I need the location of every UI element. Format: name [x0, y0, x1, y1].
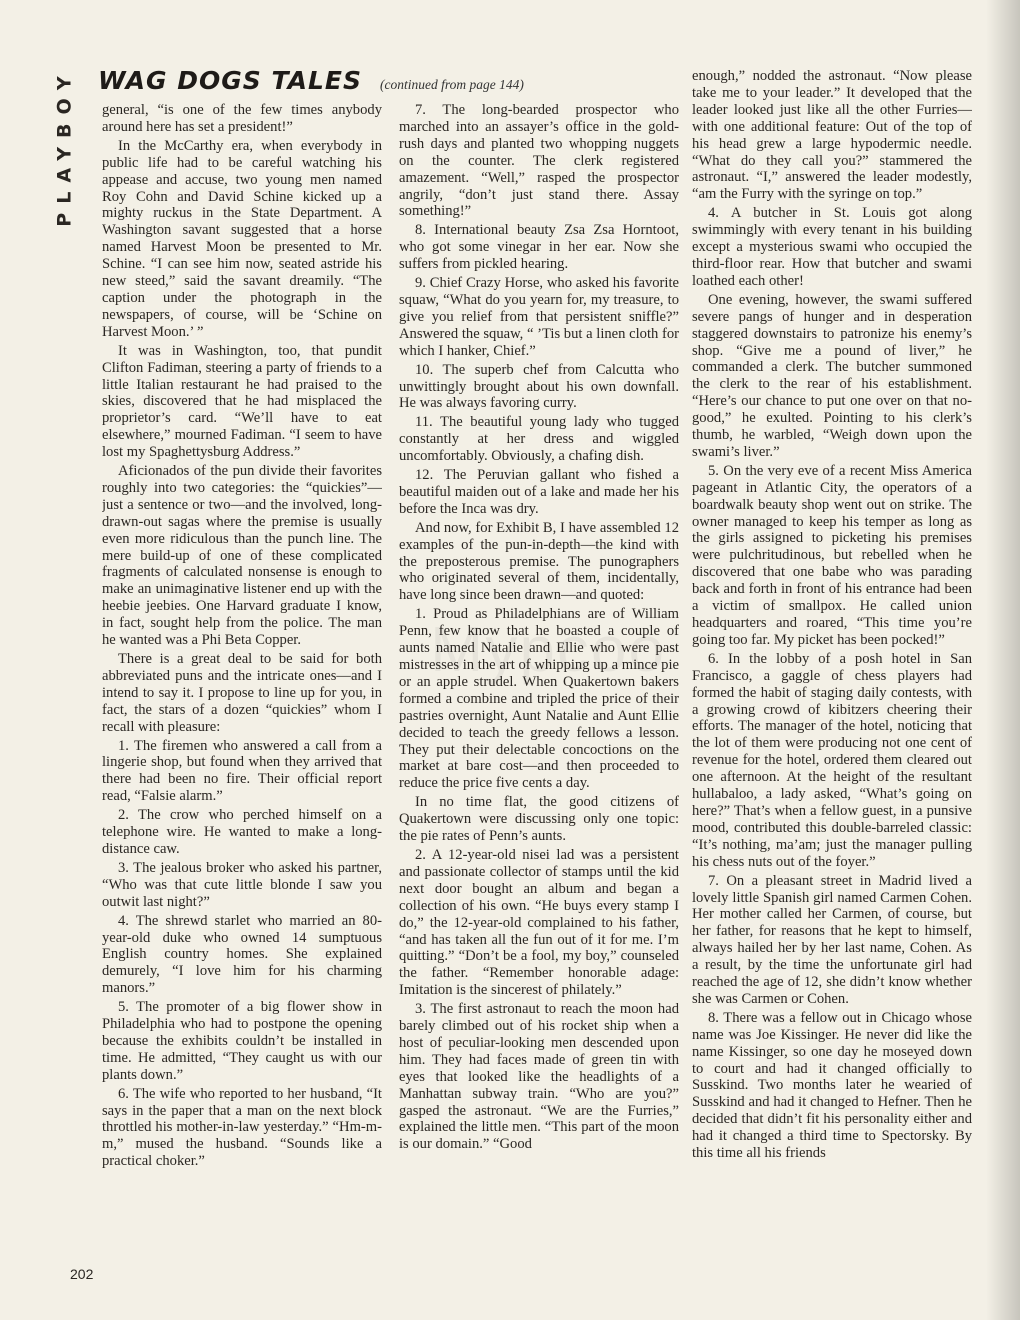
article-title: WAG DOGS TALES [98, 66, 362, 95]
text-column-3 [692, 68, 972, 1292]
paragraph: 1. The firemen who answered a call from a lingerie shop, but found when they arrived that there had been no fire. Their official report read, “Falsie alarm.” [102, 737, 382, 805]
paragraph: 4. The shrewd starlet who married an 80-year-old duke who owned 14 sumptuous English country homes. She explained demurely, “I love him for his charming manors.” [102, 912, 382, 997]
paragraph: 2. A 12-year-old nisei lad was a persistent and passionate collector of stamps until the kid next door bought an album and began a collection of his own. “He buys every stamp I do,” the 12-year-old complained to his father, “and has taken all the fun out of it for me. I’m quitting.” “Don’t be a fool, my boy,” counseled the father. “Remember honorable adage: Imitation is the sincerest of philately.” [399, 846, 679, 999]
paragraph: There is a great deal to be said for both abbreviated puns and the intricate ones—and I intend to say it. I propose to line up for you, in fact, the stars of a dozen “quickies” whom I recall with pleasure: [102, 651, 382, 735]
paragraph: And now, for Exhibit B, I have assembled 12 examples of the pun-in-depth—the kind with the preposterous premise. The punographers who originated several of them, incidentally, have long since been drawn—and quoted: [399, 519, 679, 604]
paragraph: In the McCarthy era, when everybody in public life had to be careful watching his appease and accuse, two young men named Roy Cohn and David Schine kicked up a mighty ruckus in the State Department. A Washington savant suggested that a horse named Harvest Moon be presented to Mr. Schine. “I can see him now, seated astride his new steed,” said the savant dreamily. “The caption under the photograph in the newspapers, of course, will be ‘Schine on Harvest Moon.’ ” [102, 137, 382, 340]
paragraph: 11. The beautiful young lady who tugged constantly at her dress and wiggled uncomfortably. Obviously, a chafing dish. [399, 414, 679, 465]
paragraph: 7. The long-bearded prospector who marched into an assayer’s office in the gold-rush days and planted two whopping nuggets on the counter. The clerk registered amazement. “Well,” rasped the prospector angrily, “don’t just stand there. Assay something!” [399, 102, 679, 220]
page-gutter-shadow [986, 0, 1020, 1320]
paragraph: In no time flat, the good citizens of Quakertown were discussing only one topic: the pie rates of Penn’s aunts. [399, 794, 679, 845]
article-header [98, 66, 524, 98]
paragraph: 9. Chief Crazy Horse, who asked his favorite squaw, “What do you yearn for, my treasure, to give you relief from that persistent sniffle?” Answered the squaw, “ ’Tis but a linen cloth for which I hanker, Chief.” [399, 275, 679, 359]
paragraph: 6. In the lobby of a posh hotel in San Francisco, a gaggle of chess players had formed the habit of staging daily contests, with a growing crowd of kibitzers cheering their efforts. The manager of the hotel, noticing that the lot of them were producing not one cent of revenue for the hotel, ordered them cleared out one afternoon. At the height of the resultant hullabaloo, a lady asked, “What’s going on here?” That’s when a fellow guest, in a punsive mood, contributed this double-barreled classic: “It’s nothing, ma’am; just the manager pulling his chess nuts out of the foyer.” [692, 650, 972, 870]
paragraph: 5. The promoter of a big flower show in Philadelphia who had to postpone the opening because the exhibits couldn’t be installed in time. He admitted, “They caught us with our plants down.” [102, 999, 382, 1083]
text-column-2 [399, 102, 679, 1292]
paragraph: 8. There was a fellow out in Chicago whose name was Joe Kissinger. He never did like the name Kissinger, so one day he moseyed down to court and had it changed officially to Susskind. Two months later he wearied of Susskind and had it changed to Hefner. Then he decided that didn’t fit his personality either and had it changed a third time to Spectorsky. By this time all his friends [692, 1009, 972, 1162]
paragraph: 7. On a pleasant street in Madrid lived a lovely little Spanish girl named Carmen Cohen. Her mother called her Carmen, of course, but her father, for reasons that he kept to himself, always hailed her by her last name, Cohen. As a result, by the time the unfortunate girl had reached the age of 12, she didn’t know whether she was Carmen or Cohen. [692, 872, 972, 1007]
paragraph: 2. The crow who perched himself on a telephone wire. He wanted to make a long-distance caw. [102, 807, 382, 857]
paragraph: 3. The jealous broker who asked his partner, “Who was that cute little blonde I saw you outwit last night?” [102, 859, 382, 910]
continued-note: (continued from page 144) [379, 77, 524, 92]
text-column-1 [102, 102, 382, 1292]
paragraph: general, “is one of the few times anybody around here has set a president!” [102, 102, 382, 135]
paragraph: 4. A butcher in St. Louis got along swimmingly with every tenant in his building except a mysterious swami who occupied the third-floor rear. How that butcher and swami loathed each other! [692, 205, 972, 289]
paragraph: Aficionados of the pun divide their favorites roughly into two categories: the “quickies”—just a sentence or two—and the involved, long-drawn-out sagas where the premise is usually even more ridiculous than the punch line. The mere build-up of one of these complicated fragments of calculated nonsense is enough to make an unimaginative listener end up with the heebie jeebies. One Harvard graduate I know, in fact, sought help from the police. The man he wanted was a Phi Beta Copper. [102, 463, 382, 649]
paragraph: 5. On the very eve of a recent Miss America pageant in Atlantic City, the operators of a boardwalk beauty shop went out on strike. The owner managed to keep his temper as long as the girls assigned to picketing his premises were pulchritudinous, but rebelled when he discovered that one babe who was parading back and forth in front of his entrance had been a victim of smallpox. He called union headquarters and roared, “This time you’re going too far. My picket has been pocked!” [692, 462, 972, 648]
paragraph: 10. The superb chef from Calcutta who unwittingly brought about his own downfall. He was always favoring curry. [399, 361, 679, 412]
paragraph: 8. International beauty Zsa Zsa Horntoot, who got some vinegar in her ear. Now she suffers from pickled hearing. [399, 222, 679, 273]
paragraph: It was in Washington, too, that pundit Clifton Fadiman, steering a party of friends to a little Italian restaurant he had praised to the skies, discovered that he had misplaced the proprietor’s card. “We’ll have to eat elsewhere,” mourned Fadiman. “I seem to have lost my Spaghettysburg Address.” [102, 342, 382, 461]
paragraph: 3. The first astronaut to reach the moon had barely climbed out of his rocket ship when a host of peculiar-looking men descended upon him. They had faces made of green tin with eyes that looked like the headlights of a Manhattan subway train. “Who are you?” gasped the astronaut. “We are the Furries,” explained the little men. “This part of the moon is our domain.” “Good [399, 1001, 679, 1153]
paragraph: 12. The Peruvian gallant who fished a beautiful maiden out of a lake and made her his before the Inca was dry. [399, 467, 679, 517]
page-number: 202 [70, 1266, 94, 1282]
paragraph: 6. The wife who reported to her husband, “It says in the paper that a man on the next block throttled his mother-in-law yesterday.” “Hm-m-m,” mused the husband. “Sounds like a practical choker.” [102, 1085, 382, 1170]
paragraph: One evening, however, the swami suffered severe pangs of hunger and in desperation staggered downstairs to patronize his enemy’s shop. “Give me a pound of liver,” he commanded a clerk. The butcher summoned the clerk to the rear of his establishment. “Here’s our chance to put one over on that no-good,” he exulted. Pointing to his clerk’s thumb, he warbled, “Weigh down upon the swami’s liver.” [692, 291, 972, 460]
paragraph: 1. Proud as Philadelphians are of William Penn, few know that he boasted a couple of aunts named Natalie and Ellie who were past mistresses in the art of whipping up a mince pie or an apple strudel. When Quakertown bakers formed a combine and tripled the price of their pastries overnight, Aunt Natalie and Aunt Ellie decided to teach the greedy fellows a lesson. They put their delectable concoctions on the market at bare cost—and then proceeded to reduce the price five cents a day. [399, 606, 679, 792]
magazine-name: PLAYBOY [54, 67, 76, 227]
paragraph: enough,” nodded the astronaut. “Now please take me to your leader.” It developed that the leader looked just like all the other Furries—with one additional feature: Out of the top of his head grew a large hypodermic needle. “What do they call you?” stammered the astronaut. “I,” answered the leader modestly, “am the Furry with the syringe on top.” [692, 68, 972, 203]
magazine-name-vertical [52, 62, 78, 232]
